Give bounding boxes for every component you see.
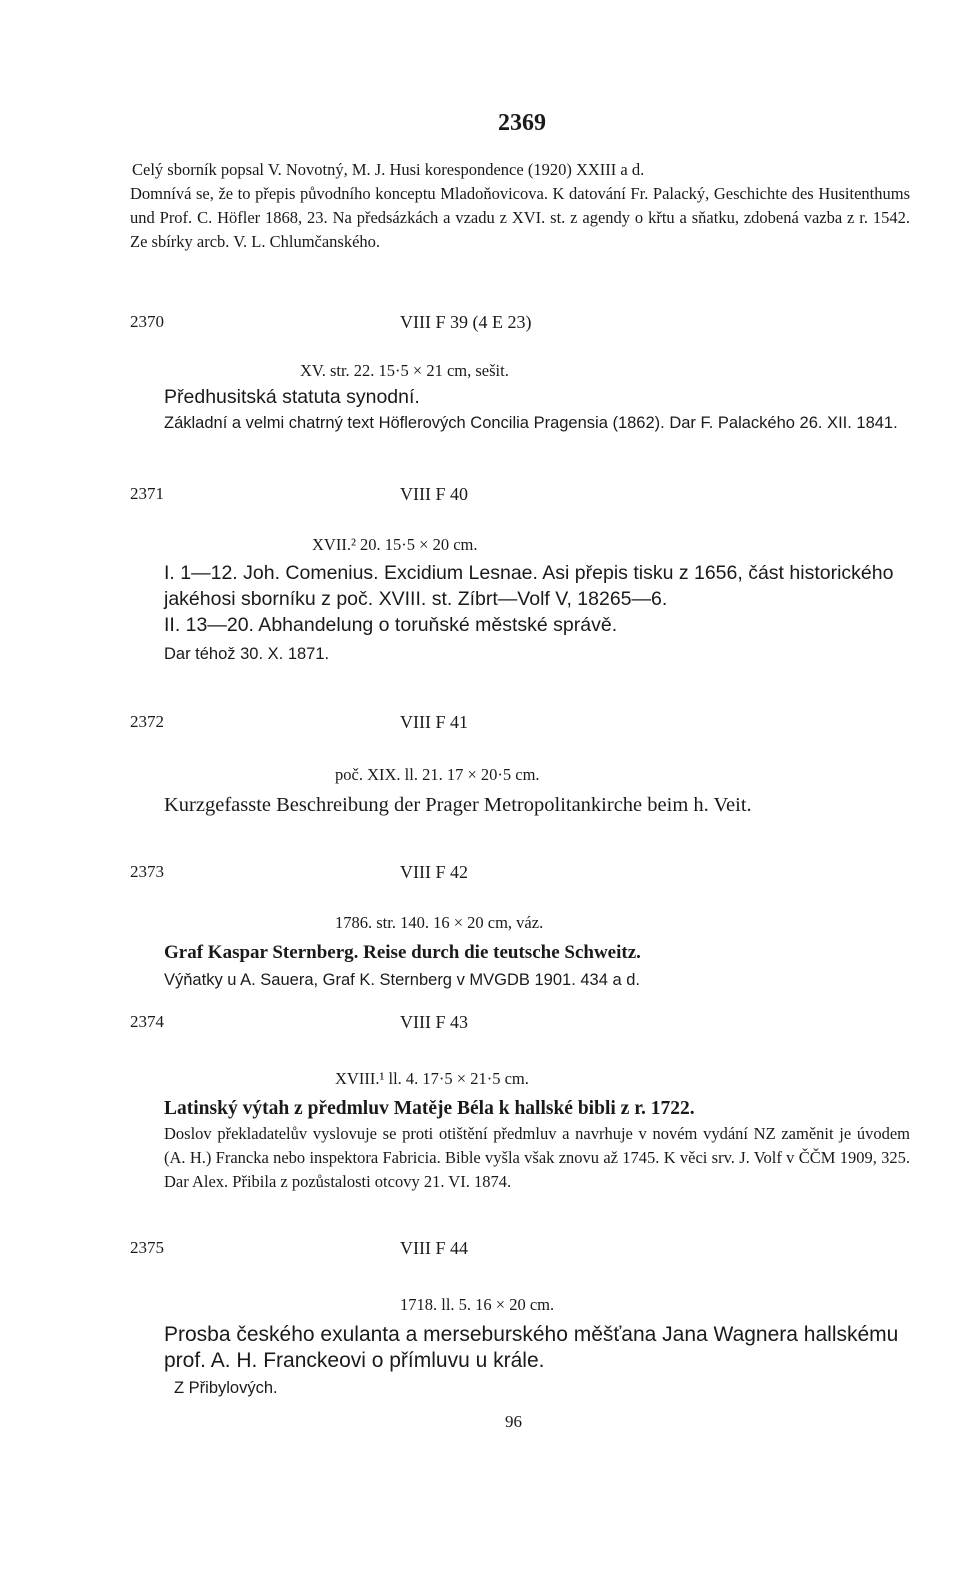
running-head-number: 2369 <box>498 110 546 136</box>
entry-note: Z Přibylových. <box>174 1379 278 1397</box>
entry-note: Základní a velmi chatrný text Höflerových Concilia Pragensia (1862). Dar F. Palackého 26. XII. 1841. <box>164 414 898 432</box>
entry-title: Latinský výtah z předmluv Matěje Béla k hallské bibli z r. 1722. <box>164 1098 695 1119</box>
entry-note: Dar téhož 30. X. 1871. <box>164 645 330 663</box>
entry-number: 2373 <box>130 862 164 881</box>
physical-description: 1718. ll. 5. 16 × 20 cm. <box>400 1295 555 1314</box>
catalog-entry-2371 <box>130 484 910 666</box>
catalog-entry-2370 <box>130 312 910 435</box>
entry-title: Graf Kaspar Sternberg. Reise durch die teutsche Schweitz. <box>164 942 641 963</box>
document-page <box>130 0 915 1577</box>
entry-number: 2371 <box>130 484 164 503</box>
intro-continuation <box>130 158 910 254</box>
shelf-mark: VIII F 40 <box>400 484 468 504</box>
entry-part-two: II. 13—20. Abhandelung o toruňské městské správě. <box>164 614 618 636</box>
physical-description: poč. XIX. ll. 21. 17 × 20·5 cm. <box>335 765 540 784</box>
catalog-entry-2374 <box>130 1012 910 1194</box>
intro-line-2: Domnívá se, že to přepis původního konceptu Mladoňovicova. K datování Fr. Palacký, Geschichte des Husitenthums und Prof. C. Höfler 1868, 23. Na předsázkách a vzadu z XVI. st. z agendy o křtu a sňatku, zdobená vazba z r. 1542. Ze sbírky arcb. V. L. Chlumčanského. <box>130 184 910 251</box>
catalog-entry-2375 <box>130 1238 910 1400</box>
shelf-mark: VIII F 41 <box>400 712 468 732</box>
entry-title: Kurzgefasste Beschreibung der Prager Metropolitankirche beim h. Veit. <box>164 794 752 816</box>
entry-number: 2374 <box>130 1012 164 1031</box>
footer-page-number: 96 <box>505 1412 522 1431</box>
intro-line-1: Celý sborník popsal V. Novotný, M. J. Husi korespondence (1920) XXIII a d. <box>132 160 645 179</box>
physical-description: XVII.² 20. 15·5 × 20 cm. <box>312 535 478 554</box>
physical-description: XV. str. 22. 15·5 × 21 cm, sešit. <box>300 361 509 380</box>
entry-number: 2370 <box>130 312 164 331</box>
shelf-mark: VIII F 39 (4 E 23) <box>400 312 532 332</box>
entry-note: Výňatky u A. Sauera, Graf K. Sternberg v MVGDB 1901. 434 a d. <box>164 971 641 989</box>
physical-description: XVIII.¹ ll. 4. 17·5 × 21·5 cm. <box>335 1069 529 1088</box>
physical-description: 1786. str. 140. 16 × 20 cm, váz. <box>335 913 544 932</box>
shelf-mark: VIII F 43 <box>400 1012 468 1032</box>
shelf-mark: VIII F 44 <box>400 1238 468 1258</box>
entry-note: Doslov překladatelův vyslovuje se proti otištění předmluv a navrhuje v novém vydání NZ zaměnit je úvodem (A. H.) Francka nebo inspektora Fabricia. Bible vyšla však znovu až 1745. K věci srv. J. Volf v ČČM 1909, 325. Dar Alex. Přibila z pozůstalosti otcovy 21. VI. 1874. <box>164 1124 910 1191</box>
entry-number: 2375 <box>130 1238 164 1257</box>
entry-title: Prosba českého exulanta a merseburského měšťana Jana Wagnera hallskému prof. A. H. Franckeovi o přímluvu u krále. <box>164 1323 899 1372</box>
shelf-mark: VIII F 42 <box>400 862 468 882</box>
catalog-entry-2373 <box>130 862 910 992</box>
entry-title: Předhusitská statuta synodní. <box>164 386 420 408</box>
entry-number: 2372 <box>130 712 164 731</box>
catalog-entry-2372 <box>130 712 910 818</box>
entry-title: I. 1—12. Joh. Comenius. Excidium Lesnae. Asi přepis tisku z 1656, část historického jakéhosi sborníku z poč. XVIII. st. Zíbrt—Volf V, 18265—6. <box>164 562 894 610</box>
